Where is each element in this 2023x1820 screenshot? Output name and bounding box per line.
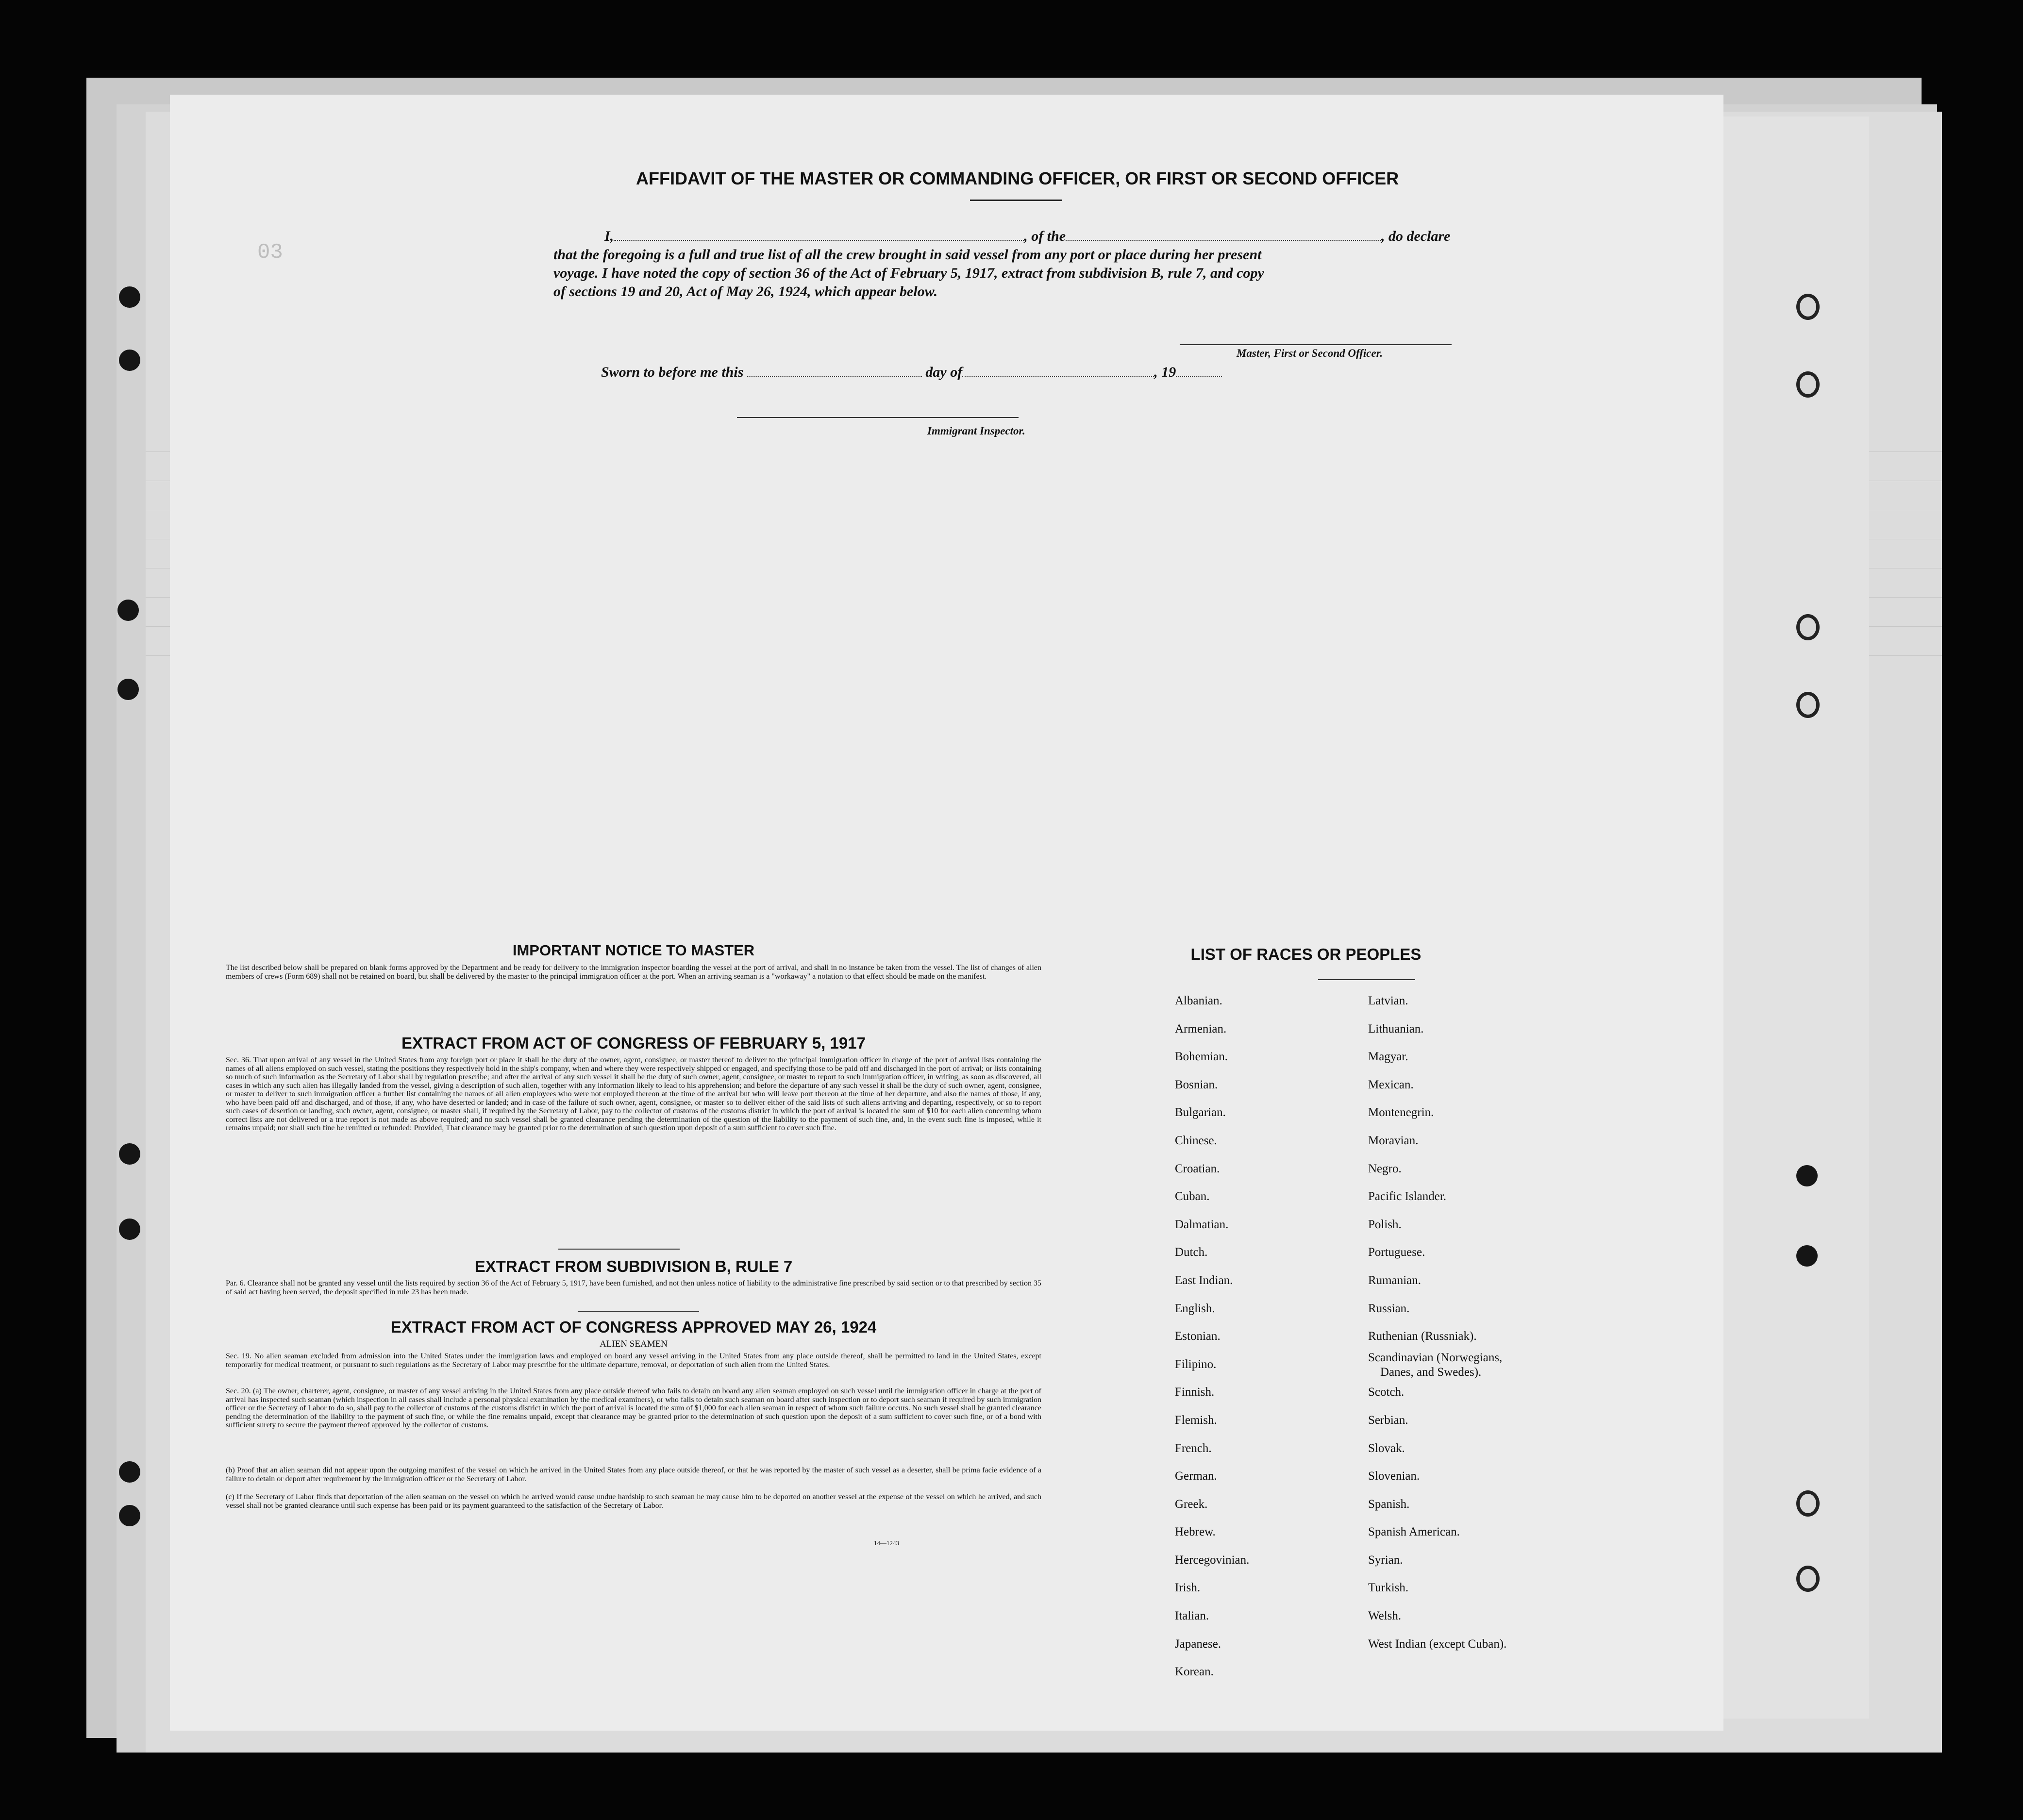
binder-ring <box>1796 614 1820 640</box>
races-right-column <box>1368 987 1506 1658</box>
binder-ring <box>1796 294 1820 320</box>
binder-hole <box>119 286 140 308</box>
race-item: Irish. <box>1175 1581 1201 1595</box>
sworn-line: Sworn to before me this day of , 19 <box>601 364 1222 381</box>
race-item: Latvian. <box>1368 994 1408 1007</box>
race-item: Greek. <box>1175 1497 1208 1511</box>
declaration-line-4: of sections 19 and 20, Act of May 26, 1924, which appear below. <box>553 284 938 300</box>
notice-body: The list described below shall be prepared on blank forms approved by the Department and be ready for delivery to the immigration inspector boarding the vessel at the port of arrival, and shall in no instance be taken from the vessel. The list of changes of alien members of crews (Form 689) shall not be retained on board, but shall be delivered by the master to the principal immigration officer at the port. When an arriving seaman is a "workaway" a notation to that effect should be made on the manifest. <box>226 964 1041 981</box>
section-rule <box>558 1249 680 1250</box>
race-item: Korean. <box>1175 1665 1214 1679</box>
inspector-signature-line[interactable] <box>737 417 1019 418</box>
race-item: French. <box>1175 1441 1212 1455</box>
race-item: Mexican. <box>1368 1078 1414 1091</box>
extract-rule7-title: EXTRACT FROM SUBDIVISION B, RULE 7 <box>474 1257 793 1275</box>
declaration-line-3: voyage. I have noted the copy of section 36 of the Act of February 5, 1917, extract from subdivision B, rule 7, and copy <box>553 265 1264 281</box>
extract-1917-title: EXTRACT FROM ACT OF CONGRESS OF FEBRUARY 5, 1917 <box>401 1034 866 1052</box>
race-item: Montenegrin. <box>1368 1106 1434 1119</box>
title-rule <box>970 200 1062 201</box>
race-item: Chinese. <box>1175 1134 1217 1147</box>
race-item: Cuban. <box>1175 1190 1210 1203</box>
race-item: Moravian. <box>1368 1134 1419 1147</box>
extract-1917-body: Sec. 36. That upon arrival of any vessel in the United States from any foreign port or place it shall be the duty of the owner, agent, consignee, or master thereof to deliver to the principal immigration officer in charge of the port of arrival lists containing the names of all aliens employed on such vessel, stating the positions they respectively hold in the ship's company, when and where they were respectively shipped or engaged, and specifying those to be paid off and discharged in the port of arrival; or lists containing so much of such information as the Secretary of Labor shall by regulation prescribe; and after the arrival of any such vessel it shall be the duty of such owner, agent, consignee, or master to report to such immigration officer, in writing, as soon as discovered, all cases in which any such alien has illegally landed from the vessel, giving a description of such alien, together with any information likely to lead to his apprehension; and before the departure of any such vessel it shall be the duty of such owner, agent, consignee, or master to deliver to such immigration officer a further list containing the names of all alien employees who were not employed thereon at the time of the arrival but who will leave port thereon at the time of her departure, and also the names of those, if any, who have been paid off and discharged, and of those, if any, who have deserted or landed; and in case of the failure of such owner, agent, consignee, or master so to deliver either of the said lists of such aliens arriving and departing, respectively, or so to report such cases of desertion or landing, such owner, agent, consignee, or master shall, if required by the Secretary of Labor, pay to the collector of customs of the customs district in which the port of arrival is located the sum of $10 for each alien concerning whom correct lists are not delivered or a true report is not made as above required; and no such vessel shall be granted clearance pending the determination of the question of the liability to the payment of such fine, and, in the event such fine is imposed, while it remains unpaid; nor shall such fine be remitted or refunded: Provided, That clearance may be granted prior to the determination of such question upon deposit of a sum sufficient to cover such fine. <box>226 1056 1041 1132</box>
race-item: Dalmatian. <box>1175 1218 1229 1231</box>
race-item: Finnish. <box>1175 1386 1215 1399</box>
race-item: Syrian. <box>1368 1553 1403 1567</box>
race-item: Spanish. <box>1368 1497 1410 1511</box>
race-item: Rumanian. <box>1368 1273 1421 1287</box>
race-item: Polish. <box>1368 1218 1402 1231</box>
binder-hole <box>117 679 139 700</box>
race-item: Croatian. <box>1175 1162 1220 1175</box>
sec-20a-body: Sec. 20. (a) The owner, charterer, agent, consignee, or master of any vessel arriving in the United States from any place outside thereof who fails to detain on board any alien seaman employed on such vessel until the immigration officer in charge at the port of arrival has inspected such seaman (which inspection in all cases shall include a personal physical examination by the medical examiners), or who fails to detain such seaman on board after such inspection or to deport such seaman if required by such immigration officer or the Secretary of Labor to do so, shall pay to the collector of customs of the customs district in which the port of arrival is located the sum of $1,000 for each alien seaman in respect of whom such failure occurs. No such vessel shall be granted clearance pending the determination of the liability to the payment of such fine, or while the fine remains unpaid, except that clearance may be granted prior to the determination of such question upon the deposit of a sum sufficient to cover such fine, or of a bond with sufficient surety to secure the payment thereof approved by the collector of customs. <box>226 1387 1041 1429</box>
sec-20b-body: (b) Proof that an alien seaman did not appear upon the outgoing manifest of the vessel on which he arrived in the United States from any place outside thereof, or that he was reported by the master of such vessel as a deserter, shall be prima facie evidence of a failure to detain or deport after requirement by the immigration officer or the Secretary of Labor. <box>226 1466 1041 1483</box>
form-number: 14—1243 <box>874 1539 899 1547</box>
race-item: Italian. <box>1175 1609 1209 1623</box>
race-item: Slovenian. <box>1368 1469 1420 1483</box>
race-item: Pacific Islander. <box>1368 1190 1447 1203</box>
affidavit-title: AFFIDAVIT OF THE MASTER OR COMMANDING OFFICER, OR FIRST OR SECOND OFFICER <box>636 168 1399 188</box>
race-item: English. <box>1175 1302 1215 1315</box>
binder-hole <box>119 1505 140 1526</box>
binder-hole <box>119 1143 140 1165</box>
race-item: Flemish. <box>1175 1413 1217 1427</box>
binder-hole <box>119 1219 140 1240</box>
declaration-line-2: that the foregoing is a full and true list of all the crew brought in said vessel from any port or place during her present <box>553 247 1262 263</box>
race-item: Portuguese. <box>1368 1246 1425 1259</box>
master-signature-line[interactable] <box>1180 344 1452 345</box>
race-item: Albanian. <box>1175 994 1222 1007</box>
race-item: Japanese. <box>1175 1637 1221 1651</box>
race-item: Scotch. <box>1368 1386 1404 1399</box>
section-rule <box>578 1311 699 1312</box>
sec-19-body: Sec. 19. No alien seaman excluded from admission into the United States under the immigration laws and employed on board any vessel arriving in the United States from any place outside thereof, shall be permitted to land in the United States, except temporarily for medical treatment, or pursuant to such regulations as the Secretary of Labor may prescribe for the ultimate departure, removal, or deportation of such alien from the United States. <box>226 1352 1041 1369</box>
binder-ring <box>1796 692 1820 718</box>
race-item: East Indian. <box>1175 1273 1233 1287</box>
alien-seamen-subtitle: ALIEN SEAMEN <box>600 1339 668 1349</box>
extract-rule7-body: Par. 6. Clearance shall not be granted any vessel until the lists required by section 36 of the Act of February 5, 1917, have been furnished, and not then unless notice of liability to the administrative fine prescribed by said section or to that prescribed by section 35 of said act having been served, the deposit specified in rule 23 has been made. <box>226 1279 1041 1296</box>
race-item: Scandinavian (Norwegians, Danes, and Swedes). <box>1368 1351 1503 1379</box>
extract-1924-title: EXTRACT FROM ACT OF CONGRESS APPROVED MAY 26, 1924 <box>390 1318 877 1336</box>
race-item: Turkish. <box>1368 1581 1409 1595</box>
declaration-line-1: I, , of the , do declare <box>604 228 1451 244</box>
binder-hole <box>119 350 140 371</box>
bleed-page-mark: 03 <box>257 240 283 265</box>
race-item: Ruthenian (Russniak). <box>1368 1330 1477 1343</box>
race-item: Filipino. <box>1175 1357 1217 1371</box>
race-item: Estonian. <box>1175 1330 1220 1343</box>
race-item: Serbian. <box>1368 1413 1408 1427</box>
binder-ring <box>1796 371 1820 398</box>
race-item: Welsh. <box>1368 1609 1402 1623</box>
binder-ring <box>1796 1566 1820 1592</box>
race-item: Lithuanian. <box>1368 1022 1424 1035</box>
race-item: Dutch. <box>1175 1246 1208 1259</box>
races-left-column <box>1175 987 1249 1686</box>
sec-20c-body: (c) If the Secretary of Labor finds that deportation of the alien seaman on the vessel on which he arrived would cause undue hardship to such seaman he may cause him to be deported on another vessel at the expense of the vessel on which he arrived, and such vessel shall not be granted clearance until such expense has been paid or its payment guaranteed to the satisfaction of the Secretary of Labor. <box>226 1493 1041 1510</box>
race-item: Armenian. <box>1175 1022 1227 1035</box>
notice-title: IMPORTANT NOTICE TO MASTER <box>512 942 755 959</box>
binder-hole <box>1796 1165 1818 1186</box>
binder-hole <box>117 600 139 621</box>
binder-ring <box>1796 1490 1820 1517</box>
binder-hole <box>119 1461 140 1483</box>
race-item: Slovak. <box>1368 1441 1405 1455</box>
master-signature-label: Master, First or Second Officer. <box>1237 347 1383 359</box>
race-item: Russian. <box>1368 1302 1410 1315</box>
race-item: Magyar. <box>1368 1050 1408 1064</box>
race-item: West Indian (except Cuban). <box>1368 1637 1507 1651</box>
affidavit-page <box>170 95 1723 1731</box>
ledger-right-edge <box>1723 117 1869 1719</box>
race-item: German. <box>1175 1469 1217 1483</box>
races-title: LIST OF RACES OR PEOPLES <box>1190 945 1421 963</box>
race-item: Bulgarian. <box>1175 1106 1226 1119</box>
race-item: Hercegovinian. <box>1175 1553 1250 1567</box>
races-rule <box>1318 979 1415 980</box>
inspector-signature-label: Immigrant Inspector. <box>927 425 1025 437</box>
race-item: Bohemian. <box>1175 1050 1228 1064</box>
race-item: Bosnian. <box>1175 1078 1218 1091</box>
race-item: Negro. <box>1368 1162 1402 1175</box>
race-item: Hebrew. <box>1175 1525 1216 1539</box>
race-item: Spanish American. <box>1368 1525 1460 1539</box>
binder-hole <box>1796 1245 1818 1267</box>
